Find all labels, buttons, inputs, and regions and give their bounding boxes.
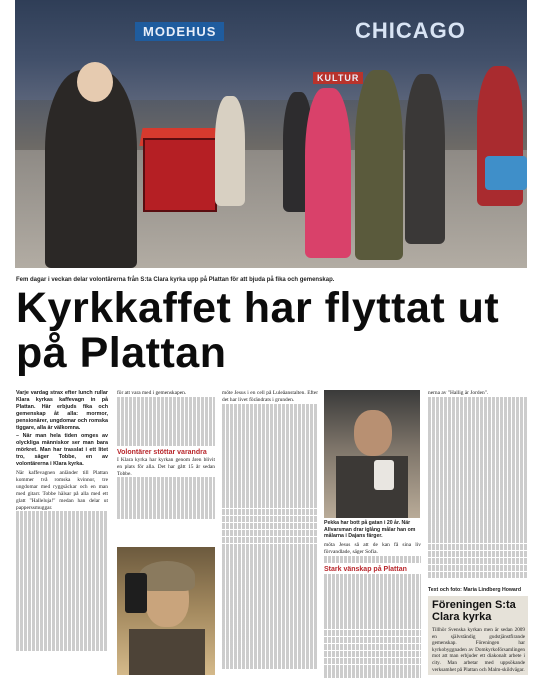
text-line — [222, 502, 318, 509]
text-line — [222, 530, 318, 537]
text-line — [222, 557, 318, 564]
body-paragraph: möta Jesus så att de kan få sina liv förvandlade, säger Sofia. — [324, 542, 421, 555]
body-paragraph: möte Jesus i en cell på Luleåanstalten. Efter det har livet förändrats i grunden. — [222, 390, 318, 403]
text-line — [324, 658, 421, 665]
text-line — [222, 571, 318, 578]
text-line — [16, 546, 108, 553]
text-line — [324, 644, 421, 651]
text-line — [428, 432, 528, 439]
pekka-photo — [117, 547, 215, 675]
text-line — [324, 581, 421, 588]
text-line — [16, 518, 108, 525]
body-paragraph: När kaffevagnen anländer till Plattan kommer två romska kvinnor, tre ungdomar med ryggsäckar och en man med gitarr. Tobbe hälsar på alla med ett glatt "Halleluja!" medan han delar ut papperssmuggar. — [16, 469, 108, 511]
text-line — [16, 525, 108, 532]
text-line — [324, 616, 421, 623]
text-line — [222, 641, 318, 648]
text-line — [428, 523, 528, 530]
text-line — [117, 411, 215, 418]
man-green-jacket — [355, 70, 403, 260]
text-line — [117, 477, 215, 484]
text-line — [16, 567, 108, 574]
man-hair — [139, 561, 195, 591]
body-paragraph: I Klara kyrka har kyrkan genom åren blivit en plats för alla. Det har gått 15 år sedan Tobbe. — [117, 456, 215, 477]
column-2 — [117, 390, 215, 519]
text-line — [324, 623, 421, 630]
text-line — [324, 602, 421, 609]
top-photo — [15, 0, 527, 268]
text-line — [222, 544, 318, 551]
text-line — [222, 481, 318, 488]
text-line — [117, 439, 215, 446]
text-line — [16, 637, 108, 644]
text-line — [16, 602, 108, 609]
text-line — [16, 581, 108, 588]
text-line — [222, 578, 318, 585]
text-line — [222, 467, 318, 474]
text-line — [222, 655, 318, 662]
text-line — [222, 439, 318, 446]
body-paragraph: för att vara med i gemenskapen. — [117, 390, 187, 396]
text-line — [117, 404, 215, 411]
quote-paragraph: – När man hela tiden omges av olyckliga människor ser man bara mörkret. Man har trasslat i ett litet tro, säger Tobbe, en av volontärerna i Klara kyrka. — [16, 433, 108, 468]
text-line — [222, 620, 318, 627]
text-line — [428, 425, 528, 432]
text-line — [117, 491, 215, 498]
text-line — [117, 418, 215, 425]
photo-credit: Text och foto: Maria Lindberg Howard — [428, 587, 521, 593]
phone-icon — [374, 460, 394, 490]
text-line — [222, 613, 318, 620]
text-line — [428, 488, 528, 495]
text-line — [222, 474, 318, 481]
text-line — [16, 532, 108, 539]
text-line — [324, 665, 421, 672]
woman-pink-jacket — [305, 88, 351, 258]
column-3 — [222, 390, 318, 669]
text-line — [222, 606, 318, 613]
chicago-sign: CHICAGO — [355, 18, 466, 43]
text-line — [428, 544, 528, 551]
man-body — [129, 629, 205, 675]
text-line — [324, 574, 421, 581]
man-face — [354, 410, 392, 456]
text-line — [117, 505, 215, 512]
text-line — [222, 564, 318, 571]
man-body — [336, 456, 408, 518]
text-line — [222, 418, 318, 425]
text-line — [428, 530, 528, 537]
subhead: Volontärer stöttar varandra — [117, 448, 207, 456]
text-line — [16, 539, 108, 546]
text-line — [222, 627, 318, 634]
text-line — [117, 498, 215, 505]
text-line — [16, 623, 108, 630]
text-line — [222, 495, 318, 502]
text-line — [117, 432, 215, 439]
text-line — [428, 411, 528, 418]
text-line — [117, 397, 215, 404]
column-4 — [324, 542, 421, 678]
man-with-phone-photo — [324, 390, 420, 518]
column-1 — [16, 390, 108, 651]
text-line — [428, 418, 528, 425]
text-line — [222, 516, 318, 523]
text-line — [16, 560, 108, 567]
text-line — [222, 537, 318, 544]
headline: Kyrkkaffet har flyttat ut på Plattan — [16, 284, 500, 377]
column-5 — [428, 390, 528, 579]
text-line — [222, 404, 318, 411]
text-line — [222, 550, 318, 557]
text-line — [428, 565, 528, 572]
text-line — [428, 467, 528, 474]
text-line — [222, 411, 318, 418]
coffee-cart — [143, 138, 217, 212]
modehus-sign: MODEHUS — [135, 22, 224, 41]
text-line — [324, 588, 421, 595]
text-line — [428, 446, 528, 453]
text-line — [222, 453, 318, 460]
text-line — [428, 453, 528, 460]
text-line — [428, 551, 528, 558]
text-line — [117, 512, 215, 519]
text-line — [324, 609, 421, 616]
lead-paragraph: Varje vardag strax efter lunch rullar Klara kyrkas kaffevagn in på Plattan. Här erbjuds fika och gemenskap åt alla: mormor, pensionärer, ungdomar och romska tiggare, alla är välkomna. — [16, 390, 108, 431]
text-line — [16, 588, 108, 595]
text-line — [222, 425, 318, 432]
kultur-sign: KULTUR — [313, 72, 363, 84]
text-line — [222, 446, 318, 453]
text-line — [117, 425, 215, 432]
text-line — [16, 595, 108, 602]
text-line — [222, 432, 318, 439]
text-line — [222, 634, 318, 641]
text-line — [222, 488, 318, 495]
text-line — [428, 481, 528, 488]
text-line — [16, 553, 108, 560]
info-box-text: Tillhör Svenska kyrkan men är sedan 2009 en självständig gudstjänstfirande gemenskap. Föreningen har kyrkobyggnaden av Domkyrkoförsamlingen mot att man erbjuder ett diakonalt arbete i city. Man arbetar med uppsökande verksamhet på Plattan och Malm-skildvägar. — [432, 627, 525, 673]
text-line — [222, 599, 318, 606]
text-line — [324, 595, 421, 602]
woman-dark-coat — [405, 74, 445, 244]
text-line — [222, 662, 318, 669]
text-line — [428, 572, 528, 579]
text-line — [222, 460, 318, 467]
text-line — [117, 484, 215, 491]
text-line — [428, 404, 528, 411]
text-line — [16, 574, 108, 581]
volunteer-woman — [215, 96, 245, 206]
small-photo-caption: Pekka har bott på gatan i 20 år. När Allvarsman drar iglång målar han om målarna i Dajans färger. — [324, 520, 416, 540]
text-line — [428, 558, 528, 565]
subhead: Stark vänskap på Plattan — [324, 565, 407, 573]
text-line — [428, 516, 528, 523]
text-line — [222, 648, 318, 655]
man-head — [77, 62, 113, 102]
text-line — [16, 616, 108, 623]
text-line — [428, 509, 528, 516]
text-line — [222, 592, 318, 599]
top-photo-caption: Fem dagar i veckan delar volontärerna från S:ta Clara kyrka upp på Plattan för att bjuda på fika och gemenskap. — [16, 277, 335, 283]
text-line — [324, 651, 421, 658]
text-line — [222, 523, 318, 530]
info-box-title: Föreningen S:ta Clara kyrka — [432, 599, 516, 623]
text-line — [428, 495, 528, 502]
text-line — [16, 511, 108, 518]
info-box — [428, 596, 528, 675]
text-line — [428, 460, 528, 467]
blue-cart — [485, 156, 527, 190]
text-line — [324, 556, 421, 563]
text-line — [428, 397, 528, 404]
text-line — [16, 644, 108, 651]
body-paragraph: nerna av "Hallig är Jorden". — [428, 390, 489, 396]
text-line — [428, 502, 528, 509]
text-line — [222, 509, 318, 516]
text-line — [324, 630, 421, 637]
text-line — [428, 537, 528, 544]
text-line — [16, 609, 108, 616]
text-line — [16, 630, 108, 637]
text-line — [222, 585, 318, 592]
text-line — [324, 637, 421, 644]
phone-icon — [125, 573, 147, 613]
text-line — [428, 439, 528, 446]
text-line — [428, 474, 528, 481]
